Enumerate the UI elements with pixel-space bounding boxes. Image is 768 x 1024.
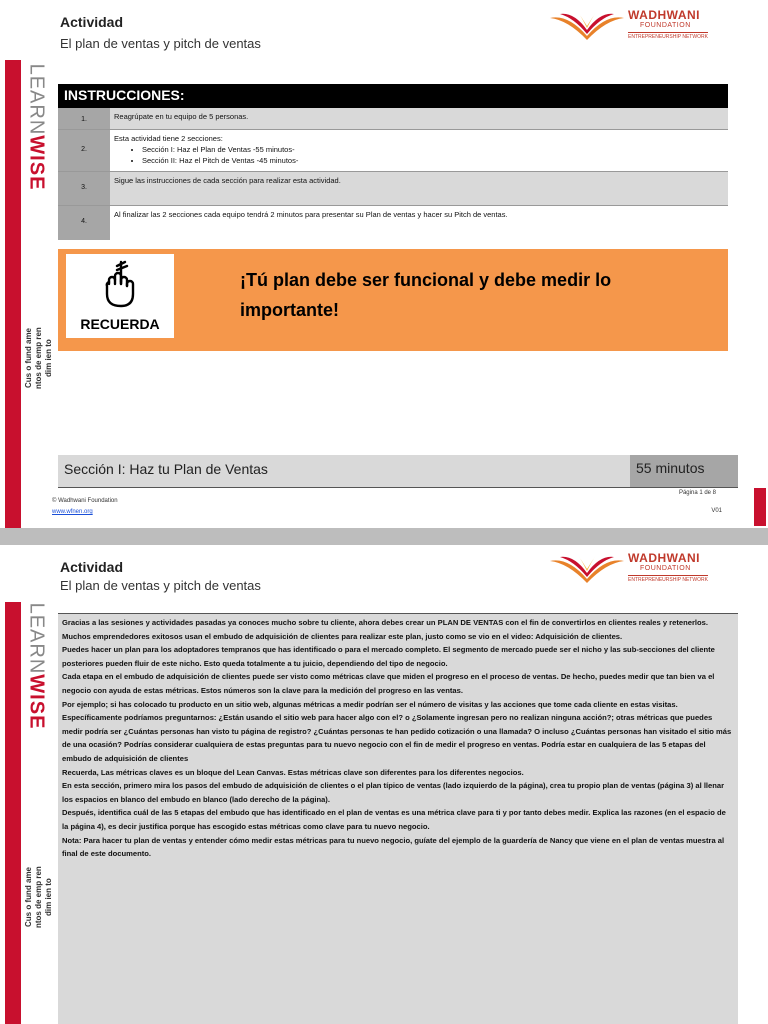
side-cut-text: Cus o fund ame ntos de emp ren dim ien to	[24, 327, 53, 389]
page-gap	[0, 528, 768, 545]
body-paragraph: Después, identifica cuál de las 5 etapas del embudo que has identificado en el plan de ventas es una métrica clave para ti y por tanto debes medir. Explica las razones (en el espacio de la página 4), es decir justifica porque has escogido estas métricas como clave para tu nuevo negocio.	[62, 808, 726, 831]
activity-label: Actividad	[60, 559, 124, 575]
wadhwani-swoosh-icon	[548, 10, 626, 40]
wadhwani-swoosh-icon	[548, 553, 626, 583]
finger-string-reminder-icon	[101, 258, 139, 312]
section-title: Sección I: Haz tu Plan de Ventas	[64, 461, 268, 477]
body-paragraph: Nota: Para hacer tu plan de ventas y entender cómo medir estas métricas para tu nuevo negocio, guíate del ejemplo de la guardería de Nancy que viene en el plan de ventas muestra al final de este documento.	[62, 835, 725, 859]
wadhwani-logo	[548, 551, 718, 587]
logo-network: ENTREPRENEURSHIP NETWORK	[628, 577, 708, 583]
instruction-text: Al finalizar las 2 secciones cada equipo tendrá 2 minutos para presentar su Plan de ventas y hacer su Pitch de ventas.	[114, 210, 508, 219]
learnwise-learn: LEARN	[25, 602, 48, 675]
learnwise-logo	[22, 601, 50, 731]
instruction-text: Reagrúpate en tu equipo de 5 personas.	[114, 112, 249, 121]
logo-network: ENTREPRENEURSHIP NETWORK	[628, 34, 708, 40]
instruction-number: 3.	[58, 172, 110, 205]
instruction-text: Sigue las instrucciones de cada sección para realizar esta actividad.	[114, 176, 341, 185]
activity-label: Actividad	[60, 14, 124, 30]
body-text-box	[58, 613, 738, 1024]
body-text	[62, 616, 734, 861]
footer-link[interactable]: www.wfnen.org	[52, 509, 93, 515]
logo-brand: WADHWANI	[628, 8, 700, 22]
activity-title: El plan de ventas y pitch de ventas	[60, 36, 261, 51]
learnwise-wise: WISE	[25, 135, 48, 191]
instructions-heading: INSTRUCCIONES:	[58, 84, 728, 108]
wadhwani-logo	[548, 8, 718, 44]
footer-page-number: Página 1 de 8	[678, 490, 716, 496]
learnwise-logo	[22, 62, 50, 192]
logo-foundation: FOUNDATION	[640, 565, 691, 572]
learnwise-learn: LEARN	[25, 63, 48, 136]
body-paragraph: Puedes hacer un plan para los adoptadores tempranos que has identificado o para el mercado completo. El segmento de mercado puede ser el nicho y las sub-secciones del cliente posteriores pueden fluir de este nicho. Esto queda totalmente a tu juicio, dependiendo del tipo de negocio.	[62, 645, 715, 668]
section-divider	[58, 487, 738, 488]
section-bar	[58, 455, 738, 487]
section-time: 55 minutos	[630, 455, 738, 487]
recuerda-callout	[58, 249, 728, 351]
instruction-row	[58, 108, 728, 130]
body-paragraph: Cada etapa en el embudo de adquisición de clientes puede ser visto como métricas clave que miden el progreso en el proceso de ventas. De hecho, puedes medir que tan bien va el negocio con ayuda de estas métricas. Estos números son la clave para la medición del progreso en las ventas.	[62, 672, 715, 695]
instruction-text: Esta actividad tiene 2 secciones: • Sección I: Haz el Plan de Ventas -55 minutos- • Sección II: Haz el Pitch de Ventas -45 minutos-	[114, 133, 724, 166]
body-paragraph: En esta sección, primero mira los pasos del embudo de adquisición de clientes o el plan típico de ventas (lado izquierdo de la página), crea tu propio plan de ventas (página 3) al llenar los espacios en blanco del embudo en blanco (lado derecho de la página).	[62, 781, 725, 804]
side-cut-text: Cus o fund ame ntos de emp ren dim ien to	[24, 866, 53, 928]
activity-title: El plan de ventas y pitch de ventas	[60, 578, 261, 593]
instruction-number: 2.	[58, 130, 110, 171]
body-paragraph: Recuerda, Las métricas claves es un bloque del Lean Canvas. Estas métricas clave son diferentes para los diferentes negocios.	[62, 767, 524, 777]
red-sidebar-strip	[5, 60, 21, 528]
footer-version: V01	[711, 508, 722, 514]
logo-foundation: FOUNDATION	[640, 22, 691, 29]
instruction-row	[58, 130, 728, 172]
instruction-row	[58, 172, 728, 206]
logo-brand: WADHWANI	[628, 551, 700, 565]
red-edge-tab	[754, 488, 766, 526]
instruction-bullet: • Sección I: Haz el Plan de Ventas -55 minutos-	[142, 144, 724, 155]
instruction-number: 4.	[58, 206, 110, 240]
body-paragraph: Por ejemplo; si has colocado tu producto en un sitio web, algunas métricas a medir podrían ser el número de visitas y las acciones que tome cada cliente en estas visitas. Específicamente podríamos preguntarnos: ¿Están usando el sitio web para hacer algo con el? o ¿Solamente ingresan pero no realizan ninguna acción?; otras métricas que puedes medir podría ser ¿Cuántas personas han visto tu página de registro? ¿Cuántas personas te han pedido cotización o una llamada? O incluso ¿Cuántas personas han visitado el sitio más de una ocasión? Podrías considerar cualquiera de estas preguntas para tu nuevo negocio con el fin de medir el progreso en ventas. Podría estar en cualquiera de las 5 etapas del embudo de adquisición de clientes	[62, 699, 732, 763]
recuerda-badge	[66, 254, 174, 338]
learnwise-wise: WISE	[25, 674, 48, 730]
footer-copyright: © Wadhwani Foundation	[52, 498, 118, 504]
page-2	[0, 545, 768, 1024]
instruction-bullet: • Sección II: Haz el Pitch de Ventas -45 minutos-	[142, 155, 724, 166]
instruction-number: 1.	[58, 108, 110, 129]
red-sidebar-strip	[5, 602, 21, 1024]
body-paragraph: Gracias a las sesiones y actividades pasadas ya conoces mucho sobre tu cliente, ahora debes crear un PLAN DE VENTAS con el fin de convertirlos en clientes reales y retenerlos. Muchos emprendedores exitosos usan el embudo de adquisición de clientes para realizar este plan, justo como se vio en el video: Adquisición de clientes.	[62, 618, 709, 641]
recuerda-label: RECUERDA	[80, 316, 160, 332]
recuerda-message: ¡Tú plan debe ser funcional y debe medir lo importante!	[240, 270, 612, 320]
instruction-row	[58, 206, 728, 240]
